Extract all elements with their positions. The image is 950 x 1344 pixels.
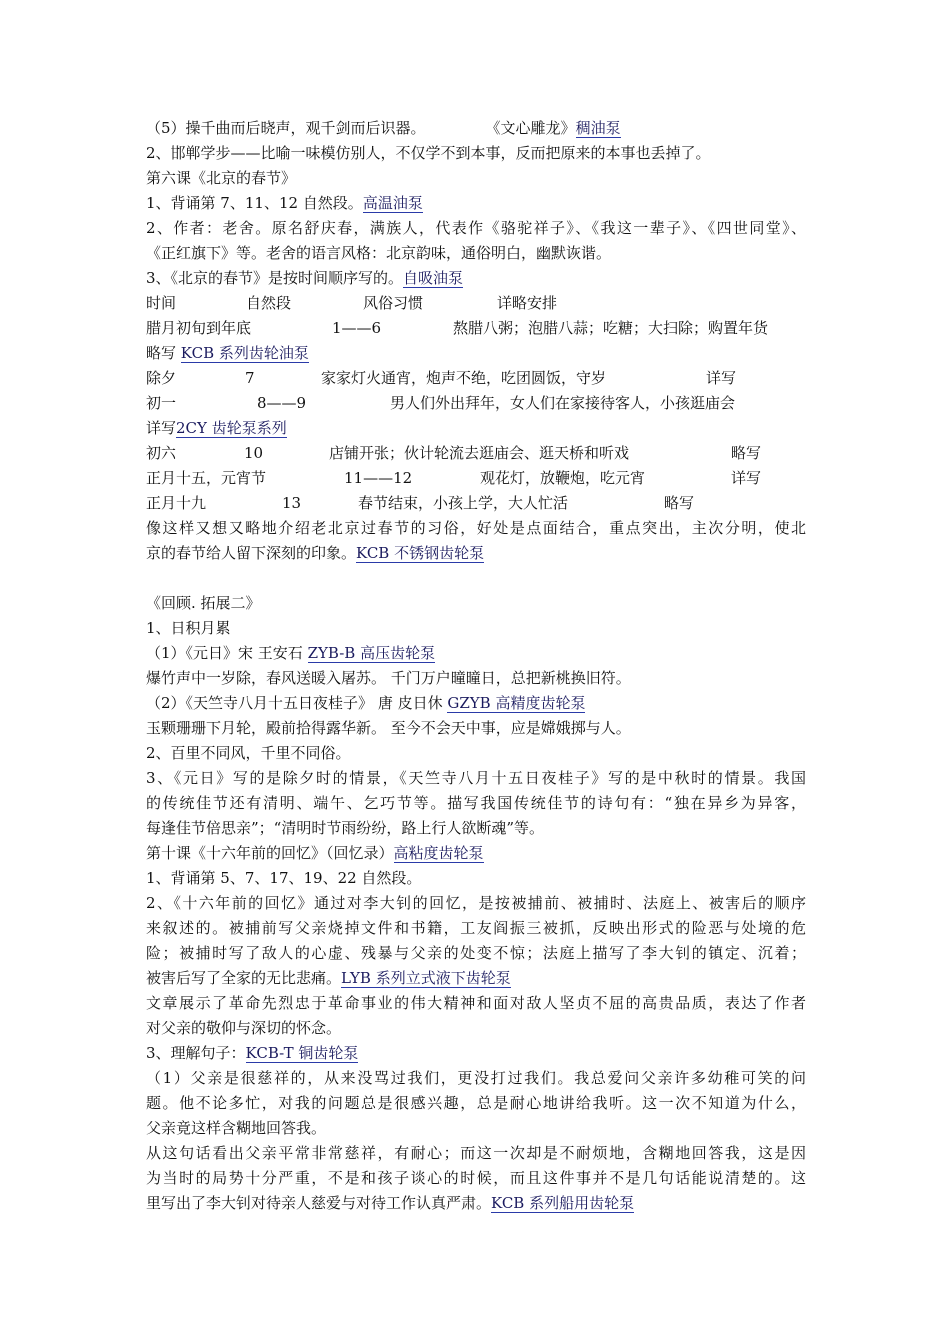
text-line — [146, 518, 806, 538]
text-line — [146, 1143, 806, 1163]
text-line — [146, 993, 806, 1013]
line-text: 为当时的局势十分严重，不是和孩子谈心的时候，而且这件事并不是几句话能说清楚的。这 — [146, 1169, 806, 1187]
ad-link[interactable]: LYB 系列立式液下齿轮泵 — [341, 969, 511, 987]
line-text: 京的春节给人留下深刻的印象。 — [146, 544, 357, 562]
header-detail: 详略安排 — [497, 294, 558, 312]
row-custom: 男人们外出拜年，女人们在家接待客人，小孩逛庙会 — [390, 394, 736, 412]
text-line — [146, 968, 511, 988]
row-para: 7 — [245, 369, 255, 387]
text-line — [146, 818, 544, 838]
line-text: 被害后写了全家的无比悲痛。 — [146, 969, 342, 987]
schedule-row — [146, 443, 806, 463]
line-text: （1）《元日》宋 王安石 — [146, 644, 308, 662]
line-text: 1、日积月累 — [146, 619, 231, 637]
line-text: 险；被捕时写了敌人的心虚、残暴与父亲的处变不惊；法庭上描写了李大钊的镇定、沉着； — [146, 944, 806, 962]
row-para: 8——9 — [257, 394, 307, 412]
line-text: 《回顾. 拓展二》 — [146, 594, 261, 612]
ad-link[interactable]: 自吸油泵 — [403, 269, 464, 287]
row-para: 1——6 — [332, 319, 382, 337]
line-text: 3、《元日》写的是除夕时的情景，《天竺寺八月十五日夜桂子》写的是中秋时的情景。我国 — [146, 769, 806, 787]
text-line — [146, 943, 806, 963]
ad-link[interactable]: 高温油泵 — [362, 194, 423, 212]
row-detail: 略写 — [146, 344, 177, 362]
line-text: 文章展示了革命先烈忠于革命事业的伟大精神和面对敌人坚贞不屈的高贵品质，表达了作者 — [146, 994, 806, 1012]
text-line — [146, 1168, 806, 1188]
line-text: 玉颗珊珊下月轮，殿前拾得露华新。 至今不会天中事，应是嫦娥掷与人。 — [146, 719, 631, 737]
lesson-title — [146, 843, 484, 863]
text-line — [146, 1043, 358, 1063]
ad-link[interactable]: KCB 系列齿轮油泵 — [180, 344, 309, 362]
schedule-row — [146, 318, 806, 338]
text-line — [146, 893, 806, 913]
line-text: 对父亲的敬仰与深切的怀念。 — [146, 1019, 342, 1037]
line-text: 1、背诵第 5、7、17、19、22 自然段。 — [146, 869, 422, 887]
text-line — [146, 918, 806, 938]
line-text: 《正红旗下》等。老舍的语言风格：北京韵味，通俗明白，幽默诙谐。 — [146, 244, 612, 262]
row-detail: 详写 — [146, 419, 177, 437]
line-text: 2、邯郸学步——比喻一味模仿别人，不仅学不到本事，反而把原来的本事也丢掉了。 — [146, 144, 711, 162]
text-line — [146, 543, 484, 563]
row-detail: 略写 — [731, 444, 762, 462]
row-detail: 详写 — [706, 369, 737, 387]
text-line — [146, 193, 423, 213]
line-text: 的传统佳节还有清明、端午、乞巧节等。描写我国传统佳节的诗句有：“独在异乡为异客， — [146, 794, 806, 812]
schedule-row-continued — [146, 343, 309, 363]
row-para: 10 — [244, 444, 264, 462]
ad-link[interactable]: 稠油泵 — [575, 119, 621, 137]
text-line — [146, 768, 806, 788]
schedule-row — [146, 393, 806, 413]
line-text: 3、理解句子： — [146, 1044, 246, 1062]
row-time: 正月十九 — [146, 494, 207, 512]
section-title — [146, 593, 261, 613]
poem-line — [146, 668, 631, 688]
text-line — [146, 143, 711, 163]
line-text: 第十课《十六年前的回忆》（回忆录） — [146, 844, 394, 862]
line-text: 像这样又想又略地介绍老北京过春节的习俗，好处是点面结合，重点突出，主次分明，使北 — [146, 519, 806, 537]
line-text: （1）父亲是很慈祥的，从来没骂过我们，更没打过我们。我总爱问父亲许多幼稚可笑的问 — [146, 1069, 806, 1087]
text-line — [146, 793, 806, 813]
ad-link[interactable]: KCB-T 铜齿轮泵 — [245, 1044, 359, 1062]
text-line — [146, 268, 463, 288]
text-line — [146, 743, 351, 763]
text-line — [146, 618, 231, 638]
text-line — [146, 868, 421, 888]
text-line — [146, 118, 621, 138]
schedule-row — [146, 368, 806, 388]
line-text: 父亲竟这样含糊地回答我。 — [146, 1119, 327, 1137]
text-line — [146, 243, 611, 263]
text-line — [146, 1093, 806, 1113]
text-line — [146, 1118, 326, 1138]
row-custom: 春节结束，小孩上学，大人忙活 — [358, 494, 569, 512]
row-time: 正月十五，元宵节 — [146, 469, 267, 487]
line-text: 里写出了李大钊对待亲人慈爱与对待工作认真严肃。 — [146, 1194, 492, 1212]
line-text: （2）《天竺寺八月十五日夜桂子》 唐 皮日休 — [146, 694, 448, 712]
text-line — [146, 643, 435, 663]
text-line — [146, 1193, 634, 1213]
poem-line — [146, 718, 631, 738]
line-text: 题。他不论多忙，对我的问题总是很感兴趣，总是耐心地讲给我听。这一次不知道为什么， — [146, 1094, 806, 1112]
text-line — [146, 1068, 806, 1088]
line-text: 1、背诵第 7、11、12 自然段。 — [146, 194, 363, 212]
header-custom: 风俗习惯 — [363, 294, 424, 312]
schedule-header — [146, 293, 806, 313]
schedule-row-continued — [146, 418, 287, 438]
ad-link[interactable]: ZYB-B 高压齿轮泵 — [307, 644, 436, 662]
line-text: 从这句话看出父亲平常非常慈祥，有耐心；而这一次却是不耐烦地，含糊地回答我，这是因 — [146, 1144, 806, 1162]
ad-link[interactable]: KCB 不锈钢齿轮泵 — [356, 544, 485, 562]
line-text: 第六课《北京的春节》 — [146, 169, 297, 187]
text-line — [146, 1018, 341, 1038]
lesson-title — [146, 168, 296, 188]
row-custom: 家家灯火通宵，炮声不绝，吃团圆饭，守岁 — [321, 369, 607, 387]
row-custom: 店铺开张；伙计轮流去逛庙会、逛天桥和听戏 — [329, 444, 630, 462]
ad-link[interactable]: 2CY 齿轮泵系列 — [176, 419, 287, 437]
line-text: 每逢佳节倍思亲”；“清明时节雨纷纷，路上行人欲断魂”等。 — [146, 819, 545, 837]
text-line — [146, 218, 806, 238]
row-time: 初一 — [146, 394, 177, 412]
row-custom: 观花灯，放鞭炮，吃元宵 — [480, 469, 646, 487]
row-time: 腊月初旬到年底 — [146, 319, 252, 337]
line-text: 2、百里不同风，千里不同俗。 — [146, 744, 351, 762]
line-text-2: 《文心雕龙》 — [485, 119, 576, 137]
line-text: 3、《北京的春节》是按时间顺序写的。 — [146, 269, 404, 287]
line-text: （5）操千曲而后晓声，观千剑而后识器。 — [146, 119, 426, 137]
ad-link[interactable]: 高粘度齿轮泵 — [393, 844, 484, 862]
row-custom: 熬腊八粥；泡腊八蒜；吃糖；大扫除；购置年货 — [453, 319, 769, 337]
ad-link[interactable]: KCB 系列船用齿轮泵 — [491, 1194, 635, 1212]
row-para: 11——12 — [344, 469, 413, 487]
line-text: 爆竹声中一岁除，春风送暖入屠苏。 千门万户曈曈日，总把新桃换旧符。 — [146, 669, 631, 687]
ad-link[interactable]: GZYB 高精度齿轮泵 — [447, 694, 586, 712]
line-text: 来叙述的。被捕前写父亲烧掉文件和书籍，工友阎振三被抓，反映出形式的险恶与处境的危 — [146, 919, 806, 937]
header-time: 时间 — [146, 294, 177, 312]
row-time: 初六 — [146, 444, 177, 462]
line-text: 2、《十六年前的回忆》通过对李大钊的回忆，是按被捕前、被捕时、法庭上、被害后的顺序 — [146, 894, 806, 912]
row-para: 13 — [282, 494, 302, 512]
line-text: 2、作者：老舍。原名舒庆春，满族人，代表作《骆驼祥子》、《我这一辈子》、《四世同堂》、 — [146, 219, 806, 237]
schedule-row — [146, 468, 806, 488]
row-detail: 略写 — [664, 494, 695, 512]
text-line — [146, 693, 585, 713]
row-time: 除夕 — [146, 369, 177, 387]
row-detail: 详写 — [731, 469, 762, 487]
header-para: 自然段 — [246, 294, 292, 312]
schedule-row — [146, 493, 806, 513]
